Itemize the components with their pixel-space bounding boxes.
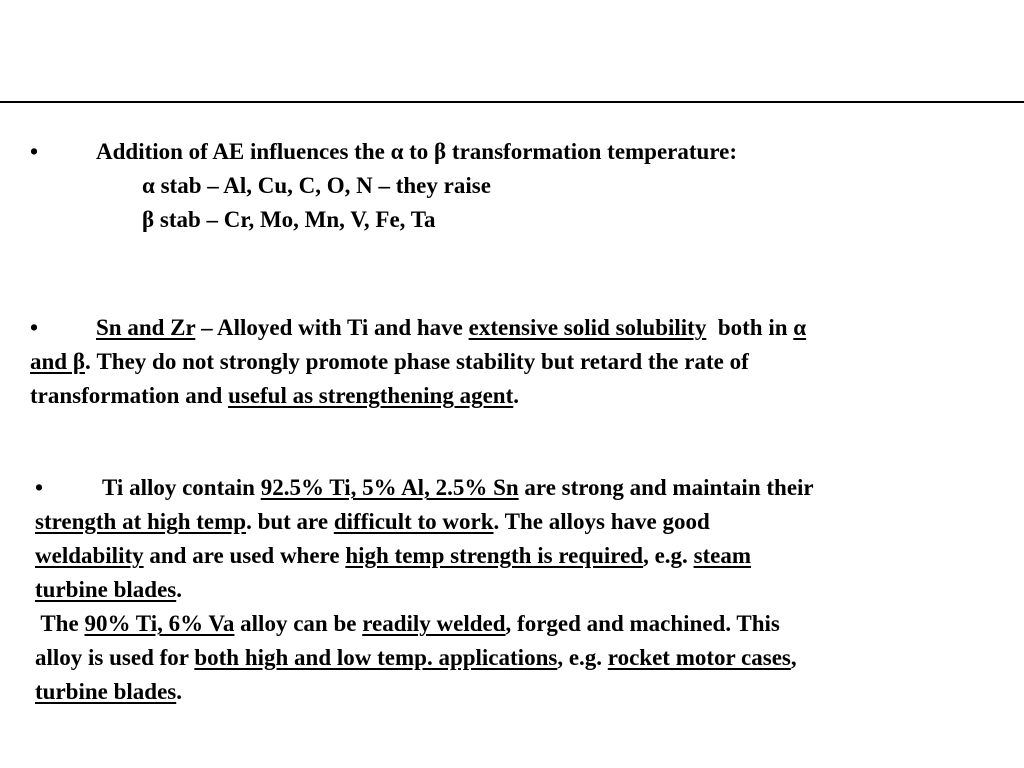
text-segment: . The alloys have good bbox=[493, 509, 710, 534]
text-segment: both in bbox=[706, 315, 794, 340]
steam-term: steam bbox=[693, 543, 752, 568]
block2-line-3 bbox=[30, 379, 990, 413]
text-segment: . They do not strongly promote phase stability but retard the rate of bbox=[84, 349, 749, 374]
turbine-blades-term: turbine blades bbox=[35, 577, 177, 602]
beta-stabilizers-line: β stab – Cr, Mo, Mn, V, Fe, Ta bbox=[142, 207, 436, 232]
text-segment: , forged and machined. This bbox=[505, 611, 780, 636]
title-divider-line bbox=[0, 101, 1024, 103]
readily-welded-term: readily welded bbox=[362, 611, 506, 636]
text-segment: transformation and bbox=[30, 383, 229, 408]
text-segment: . but are bbox=[246, 509, 334, 534]
text-segment: alloy can be bbox=[234, 611, 363, 636]
bullet-ae-influence bbox=[30, 135, 990, 237]
text-segment: – Alloyed with Ti and have bbox=[195, 315, 469, 340]
block1-heading: Addition of AE influences the α to β transformation temperature: bbox=[96, 139, 738, 164]
alloy-composition-1: 92.5% Ti, 5% Al, 2.5% Sn bbox=[260, 475, 519, 500]
block3-line-5 bbox=[35, 607, 995, 641]
bullet-ti-alloys bbox=[35, 471, 995, 709]
rocket-motor-cases-term: rocket motor cases bbox=[607, 645, 791, 670]
weldability-term: weldability bbox=[35, 543, 144, 568]
text-segment: . bbox=[513, 383, 519, 408]
text-segment: The bbox=[35, 611, 85, 636]
text-segment: Ti alloy contain bbox=[102, 475, 261, 500]
difficult-to-work-term: difficult to work bbox=[333, 509, 494, 534]
block3-line-6 bbox=[35, 641, 995, 675]
text-segment: . bbox=[176, 577, 182, 602]
text-segment: are strong and maintain their bbox=[518, 475, 814, 500]
text-segment: alloy is used for bbox=[35, 645, 195, 670]
block2-line-1 bbox=[30, 311, 990, 345]
strength-high-temp-term: strength at high temp bbox=[35, 509, 247, 534]
text-segment: , e.g. bbox=[557, 645, 608, 670]
text-segment: , bbox=[790, 645, 797, 670]
high-low-temp-term: both high and low temp. applications bbox=[194, 645, 558, 670]
block1-heading-line bbox=[30, 135, 990, 169]
block3-line-1 bbox=[35, 471, 995, 505]
text-segment: , e.g. bbox=[643, 543, 694, 568]
strengthening-agent-term: useful as strengthening agent bbox=[228, 383, 514, 408]
block2-line-2 bbox=[30, 345, 990, 379]
text-segment: . bbox=[176, 679, 182, 704]
block3-line-3 bbox=[35, 539, 995, 573]
solid-solubility-term: extensive solid solubility bbox=[468, 315, 707, 340]
alpha-stabilizers-line: α stab – Al, Cu, C, O, N – they raise bbox=[142, 173, 491, 198]
bullet-sn-zr bbox=[30, 311, 990, 413]
bullet-marker: • bbox=[30, 315, 39, 340]
turbine-blades-term-2: turbine blades bbox=[35, 679, 177, 704]
and-beta-term: and β bbox=[30, 349, 85, 374]
text-segment: and are used where bbox=[143, 543, 346, 568]
alpha-term: α bbox=[793, 315, 807, 340]
high-temp-strength-term: high temp strength is required bbox=[345, 543, 644, 568]
block3-line-2 bbox=[35, 505, 995, 539]
block3-line-7 bbox=[35, 675, 995, 709]
bullet-marker: • bbox=[35, 475, 44, 500]
bullet-marker: • bbox=[30, 139, 39, 164]
alloy-composition-2: 90% Ti, 6% Va bbox=[84, 611, 235, 636]
sn-zr-term: Sn and Zr bbox=[96, 315, 196, 340]
block3-line-4 bbox=[35, 573, 995, 607]
